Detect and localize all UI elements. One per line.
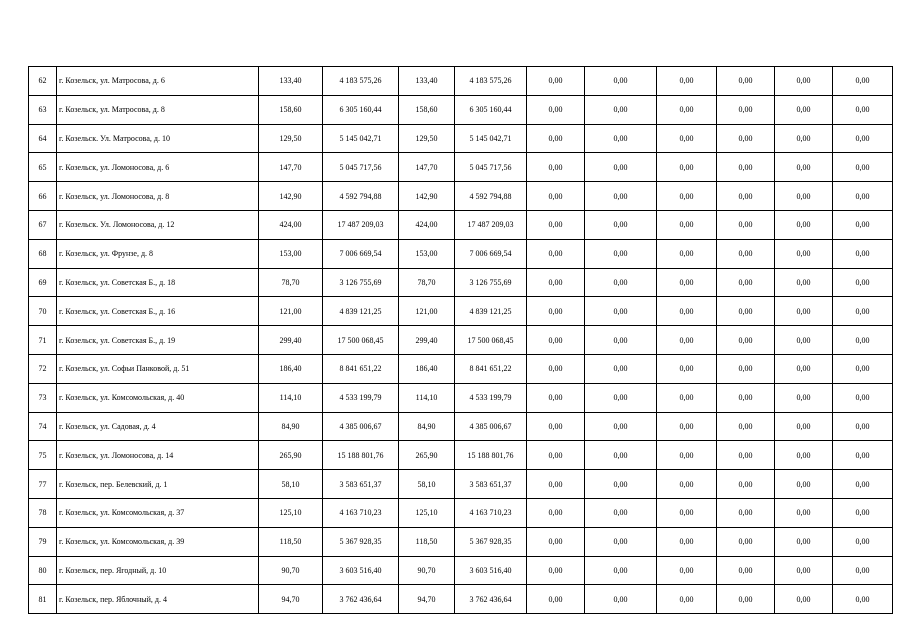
value-cell: 0,00 [657, 67, 717, 96]
value-cell: 4 839 121,25 [455, 297, 527, 326]
value-cell: 0,00 [717, 354, 775, 383]
value-cell: 0,00 [833, 182, 893, 211]
address-cell: г. Козельск, ул. Советская Б., д. 19 [57, 326, 259, 355]
value-cell: 142,90 [259, 182, 323, 211]
value-cell: 0,00 [657, 441, 717, 470]
value-cell: 0,00 [833, 67, 893, 96]
value-cell: 0,00 [833, 210, 893, 239]
value-cell: 0,00 [775, 182, 833, 211]
address-cell: г. Козельск, ул. Ломоносова, д. 14 [57, 441, 259, 470]
row-number: 67 [29, 210, 57, 239]
value-cell: 5 145 042,71 [323, 124, 399, 153]
value-cell: 0,00 [527, 556, 585, 585]
value-cell: 121,00 [259, 297, 323, 326]
value-cell: 0,00 [657, 412, 717, 441]
address-cell: г. Козельск, ул. Ломоносова, д. 6 [57, 153, 259, 182]
value-cell: 0,00 [585, 556, 657, 585]
table-row [29, 412, 893, 441]
value-cell: 0,00 [657, 297, 717, 326]
value-cell: 0,00 [717, 441, 775, 470]
value-cell: 0,00 [657, 585, 717, 614]
value-cell: 0,00 [833, 124, 893, 153]
value-cell: 58,10 [259, 470, 323, 499]
value-cell: 125,10 [399, 498, 455, 527]
table-row [29, 268, 893, 297]
value-cell: 0,00 [717, 182, 775, 211]
value-cell: 3 603 516,40 [455, 556, 527, 585]
address-cell: г. Козельск, ул. Советская Б., д. 16 [57, 297, 259, 326]
value-cell: 0,00 [717, 239, 775, 268]
value-cell: 0,00 [833, 498, 893, 527]
value-cell: 0,00 [585, 67, 657, 96]
value-cell: 4 183 575,26 [455, 67, 527, 96]
value-cell: 0,00 [833, 556, 893, 585]
value-cell: 0,00 [833, 268, 893, 297]
value-cell: 0,00 [585, 153, 657, 182]
value-cell: 3 603 516,40 [323, 556, 399, 585]
value-cell: 0,00 [527, 95, 585, 124]
value-cell: 0,00 [833, 326, 893, 355]
address-cell: г. Козельск, ул. Комсомольская, д. 37 [57, 498, 259, 527]
value-cell: 147,70 [259, 153, 323, 182]
value-cell: 3 762 436,64 [455, 585, 527, 614]
value-cell: 0,00 [585, 498, 657, 527]
table-row [29, 556, 893, 585]
value-cell: 0,00 [657, 182, 717, 211]
value-cell: 0,00 [775, 239, 833, 268]
value-cell: 147,70 [399, 153, 455, 182]
value-cell: 0,00 [527, 67, 585, 96]
row-number: 75 [29, 441, 57, 470]
value-cell: 3 762 436,64 [323, 585, 399, 614]
value-cell: 0,00 [527, 124, 585, 153]
address-cell: г. Козельск, ул. Садовая, д. 4 [57, 412, 259, 441]
value-cell: 3 583 651,37 [323, 470, 399, 499]
value-cell: 129,50 [399, 124, 455, 153]
table-row [29, 210, 893, 239]
row-number: 74 [29, 412, 57, 441]
value-cell: 0,00 [775, 95, 833, 124]
value-cell: 118,50 [399, 527, 455, 556]
row-number: 66 [29, 182, 57, 211]
row-number: 78 [29, 498, 57, 527]
value-cell: 0,00 [833, 383, 893, 412]
address-cell: г. Козельск, ул. Софьи Панковой, д. 51 [57, 354, 259, 383]
value-cell: 4 533 199,79 [323, 383, 399, 412]
row-number: 71 [29, 326, 57, 355]
value-cell: 0,00 [527, 470, 585, 499]
table-row [29, 441, 893, 470]
value-cell: 153,00 [399, 239, 455, 268]
value-cell: 129,50 [259, 124, 323, 153]
value-cell: 3 126 755,69 [455, 268, 527, 297]
value-cell: 4 183 575,26 [323, 67, 399, 96]
value-cell: 114,10 [259, 383, 323, 412]
value-cell: 94,70 [259, 585, 323, 614]
value-cell: 0,00 [585, 441, 657, 470]
value-cell: 0,00 [657, 527, 717, 556]
value-cell: 0,00 [833, 527, 893, 556]
table-row [29, 153, 893, 182]
row-number: 62 [29, 67, 57, 96]
value-cell: 0,00 [717, 326, 775, 355]
value-cell: 142,90 [399, 182, 455, 211]
value-cell: 0,00 [775, 153, 833, 182]
value-cell: 5 045 717,56 [323, 153, 399, 182]
value-cell: 58,10 [399, 470, 455, 499]
value-cell: 0,00 [657, 153, 717, 182]
value-cell: 4 592 794,88 [455, 182, 527, 211]
value-cell: 0,00 [527, 326, 585, 355]
table-row [29, 498, 893, 527]
value-cell: 0,00 [833, 297, 893, 326]
value-cell: 0,00 [717, 585, 775, 614]
address-cell: г. Козельск. Ул. Ломоносова, д. 12 [57, 210, 259, 239]
table-row [29, 182, 893, 211]
row-number: 79 [29, 527, 57, 556]
row-number: 69 [29, 268, 57, 297]
value-cell: 0,00 [527, 354, 585, 383]
value-cell: 0,00 [775, 470, 833, 499]
value-cell: 114,10 [399, 383, 455, 412]
value-cell: 0,00 [775, 354, 833, 383]
row-number: 70 [29, 297, 57, 326]
value-cell: 186,40 [399, 354, 455, 383]
value-cell: 0,00 [833, 95, 893, 124]
value-cell: 0,00 [717, 95, 775, 124]
value-cell: 0,00 [657, 354, 717, 383]
row-number: 77 [29, 470, 57, 499]
value-cell: 133,40 [399, 67, 455, 96]
address-cell: г. Козельск, ул. Матросова, д. 6 [57, 67, 259, 96]
row-number: 73 [29, 383, 57, 412]
value-cell: 0,00 [833, 585, 893, 614]
table-row [29, 326, 893, 355]
value-cell: 0,00 [833, 470, 893, 499]
value-cell: 0,00 [717, 153, 775, 182]
value-cell: 0,00 [717, 470, 775, 499]
value-cell: 0,00 [717, 498, 775, 527]
value-cell: 158,60 [399, 95, 455, 124]
value-cell: 5 145 042,71 [455, 124, 527, 153]
value-cell: 0,00 [657, 498, 717, 527]
value-cell: 0,00 [585, 297, 657, 326]
value-cell: 0,00 [527, 412, 585, 441]
value-cell: 0,00 [527, 527, 585, 556]
value-cell: 0,00 [717, 297, 775, 326]
value-cell: 84,90 [399, 412, 455, 441]
value-cell: 0,00 [527, 441, 585, 470]
value-cell: 0,00 [657, 326, 717, 355]
value-cell: 0,00 [527, 239, 585, 268]
value-cell: 0,00 [527, 153, 585, 182]
value-cell: 0,00 [775, 412, 833, 441]
value-cell: 0,00 [775, 383, 833, 412]
value-cell: 0,00 [717, 412, 775, 441]
value-cell: 0,00 [585, 124, 657, 153]
value-cell: 0,00 [585, 268, 657, 297]
value-cell: 6 305 160,44 [323, 95, 399, 124]
row-number: 80 [29, 556, 57, 585]
value-cell: 4 163 710,23 [323, 498, 399, 527]
value-cell: 0,00 [833, 354, 893, 383]
value-cell: 0,00 [585, 326, 657, 355]
value-cell: 0,00 [775, 527, 833, 556]
value-cell: 424,00 [259, 210, 323, 239]
value-cell: 7 006 669,54 [455, 239, 527, 268]
value-cell: 0,00 [527, 268, 585, 297]
row-number: 72 [29, 354, 57, 383]
value-cell: 84,90 [259, 412, 323, 441]
value-cell: 265,90 [399, 441, 455, 470]
value-cell: 158,60 [259, 95, 323, 124]
table-row [29, 67, 893, 96]
table-row [29, 585, 893, 614]
value-cell: 4 385 006,67 [323, 412, 399, 441]
value-cell: 90,70 [259, 556, 323, 585]
value-cell: 0,00 [527, 210, 585, 239]
row-number: 63 [29, 95, 57, 124]
value-cell: 94,70 [399, 585, 455, 614]
value-cell: 424,00 [399, 210, 455, 239]
value-cell: 0,00 [585, 527, 657, 556]
value-cell: 5 367 928,35 [323, 527, 399, 556]
value-cell: 0,00 [585, 585, 657, 614]
table-row [29, 470, 893, 499]
value-cell: 3 583 651,37 [455, 470, 527, 499]
value-cell: 186,40 [259, 354, 323, 383]
value-cell: 0,00 [775, 210, 833, 239]
value-cell: 4 163 710,23 [455, 498, 527, 527]
value-cell: 17 487 209,03 [455, 210, 527, 239]
value-cell: 0,00 [833, 153, 893, 182]
address-cell: г. Козельск, пер. Яблочный, д. 4 [57, 585, 259, 614]
value-cell: 4 533 199,79 [455, 383, 527, 412]
table-row [29, 239, 893, 268]
value-cell: 5 367 928,35 [455, 527, 527, 556]
value-cell: 133,40 [259, 67, 323, 96]
value-cell: 0,00 [527, 182, 585, 211]
value-cell: 299,40 [399, 326, 455, 355]
value-cell: 4 839 121,25 [323, 297, 399, 326]
table-row [29, 383, 893, 412]
value-cell: 0,00 [833, 412, 893, 441]
value-cell: 0,00 [527, 297, 585, 326]
value-cell: 118,50 [259, 527, 323, 556]
row-number: 81 [29, 585, 57, 614]
value-cell: 299,40 [259, 326, 323, 355]
value-cell: 0,00 [657, 556, 717, 585]
value-cell: 0,00 [717, 383, 775, 412]
value-cell: 0,00 [833, 239, 893, 268]
value-cell: 0,00 [585, 470, 657, 499]
value-cell: 0,00 [775, 585, 833, 614]
address-cell: г. Козельск. Ул. Матросова, д. 10 [57, 124, 259, 153]
value-cell: 17 500 068,45 [455, 326, 527, 355]
table-row [29, 95, 893, 124]
value-cell: 0,00 [775, 326, 833, 355]
value-cell: 0,00 [585, 210, 657, 239]
value-cell: 0,00 [717, 124, 775, 153]
value-cell: 0,00 [717, 67, 775, 96]
value-cell: 125,10 [259, 498, 323, 527]
value-cell: 0,00 [833, 441, 893, 470]
value-cell: 0,00 [585, 239, 657, 268]
value-cell: 15 188 801,76 [323, 441, 399, 470]
value-cell: 0,00 [527, 585, 585, 614]
value-cell: 5 045 717,56 [455, 153, 527, 182]
value-cell: 90,70 [399, 556, 455, 585]
value-cell: 0,00 [527, 383, 585, 412]
value-cell: 3 126 755,69 [323, 268, 399, 297]
value-cell: 0,00 [717, 556, 775, 585]
address-cell: г. Козельск, ул. Ломоносова, д. 8 [57, 182, 259, 211]
table-row [29, 354, 893, 383]
address-cell: г. Козельск, ул. Фрунзе, д. 8 [57, 239, 259, 268]
value-cell: 17 487 209,03 [323, 210, 399, 239]
table-body [29, 67, 893, 614]
value-cell: 0,00 [775, 297, 833, 326]
address-cell: г. Козельск, пер. Белевский, д. 1 [57, 470, 259, 499]
value-cell: 0,00 [775, 441, 833, 470]
value-cell: 8 841 651,22 [323, 354, 399, 383]
value-cell: 4 592 794,88 [323, 182, 399, 211]
value-cell: 0,00 [585, 383, 657, 412]
value-cell: 4 385 006,67 [455, 412, 527, 441]
value-cell: 153,00 [259, 239, 323, 268]
value-cell: 0,00 [775, 124, 833, 153]
value-cell: 0,00 [585, 412, 657, 441]
value-cell: 0,00 [775, 67, 833, 96]
value-cell: 0,00 [717, 268, 775, 297]
value-cell: 0,00 [717, 527, 775, 556]
value-cell: 0,00 [657, 95, 717, 124]
row-number: 65 [29, 153, 57, 182]
value-cell: 78,70 [259, 268, 323, 297]
housing-register-table [28, 66, 893, 614]
value-cell: 0,00 [657, 239, 717, 268]
value-cell: 78,70 [399, 268, 455, 297]
value-cell: 265,90 [259, 441, 323, 470]
value-cell: 0,00 [585, 95, 657, 124]
row-number: 68 [29, 239, 57, 268]
value-cell: 0,00 [657, 470, 717, 499]
value-cell: 0,00 [657, 124, 717, 153]
value-cell: 0,00 [717, 210, 775, 239]
table-row [29, 297, 893, 326]
value-cell: 17 500 068,45 [323, 326, 399, 355]
table-row [29, 124, 893, 153]
value-cell: 121,00 [399, 297, 455, 326]
address-cell: г. Козельск, ул. Комсомольская, д. 40 [57, 383, 259, 412]
value-cell: 7 006 669,54 [323, 239, 399, 268]
table-row [29, 527, 893, 556]
value-cell: 0,00 [527, 498, 585, 527]
value-cell: 0,00 [585, 354, 657, 383]
address-cell: г. Козельск, пер. Ягодный, д. 10 [57, 556, 259, 585]
address-cell: г. Козельск, ул. Комсомольская, д. 39 [57, 527, 259, 556]
value-cell: 8 841 651,22 [455, 354, 527, 383]
value-cell: 0,00 [657, 268, 717, 297]
value-cell: 0,00 [775, 268, 833, 297]
value-cell: 6 305 160,44 [455, 95, 527, 124]
address-cell: г. Козельск, ул. Матросова, д. 8 [57, 95, 259, 124]
value-cell: 0,00 [657, 210, 717, 239]
row-number: 64 [29, 124, 57, 153]
value-cell: 0,00 [775, 498, 833, 527]
value-cell: 0,00 [657, 383, 717, 412]
value-cell: 0,00 [585, 182, 657, 211]
value-cell: 15 188 801,76 [455, 441, 527, 470]
value-cell: 0,00 [775, 556, 833, 585]
address-cell: г. Козельск, ул. Советская Б., д. 18 [57, 268, 259, 297]
